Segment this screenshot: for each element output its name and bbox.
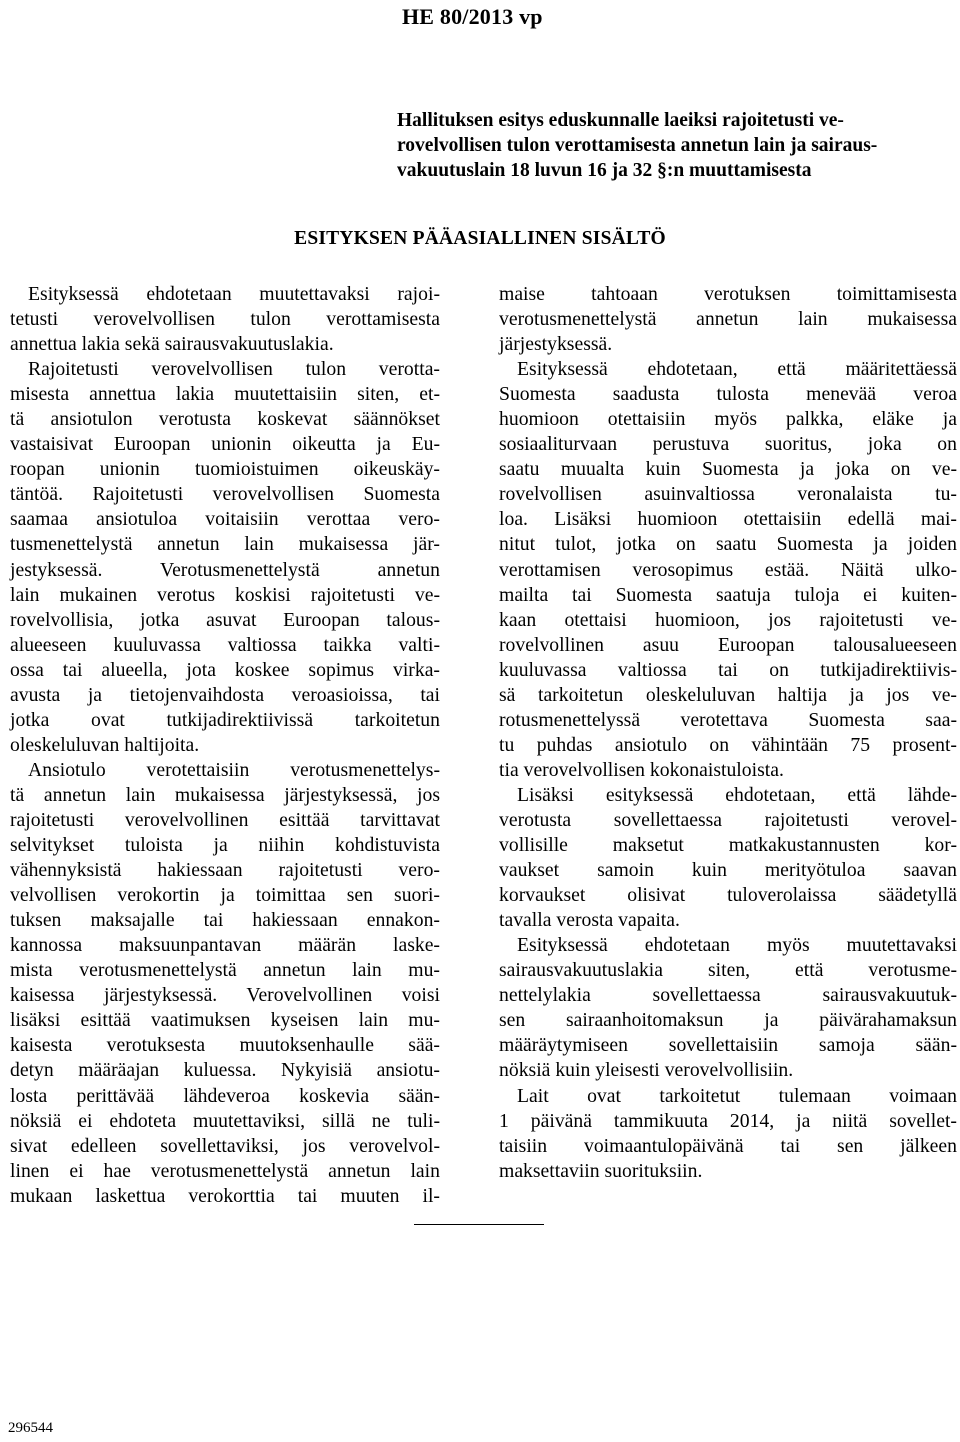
text-line: rotusmenettelyssä verotettava Suomesta saa- [499, 708, 957, 731]
text-line: maksettaviin suorituksiin. [499, 1159, 703, 1182]
text-line: tä annetun lain mukaisessa järjestyksessä, jos [10, 783, 440, 806]
text-line: losta perittävää lähdeveroa koskevia sään- [10, 1084, 440, 1107]
text-line: verottamisen verosopimus estää. Näitä ulko- [499, 558, 957, 581]
text-line: nitut tulot, jotka on saatu Suomesta ja joiden [499, 533, 957, 556]
text-line: ossa tai alueella, jota koskee sopimus virka- [10, 658, 440, 681]
text-line: jestyksessä. Verotusmenettelystä annetun [10, 558, 440, 581]
title-line: Hallituksen esitys eduskunnalle laeiksi rajoitetusti ve- [397, 110, 844, 131]
text-line: saamaa ansiotuloa voitaisiin verottaa vero- [10, 508, 440, 531]
text-line: tä ansiotulon verotusta koskevat säännökset [10, 408, 440, 431]
text-line: verotusta sovellettaessa rajoitetusti verovel- [499, 808, 957, 831]
text-line: lisäksi esittää vaatimuksen kyseisen lain mu- [10, 1009, 440, 1032]
left-text-column [10, 282, 440, 1209]
text-line: vaukset samoin kuin merityötuloa saavan [499, 859, 957, 882]
text-line: kannossa maksuunpantavan määrän laske- [10, 934, 440, 957]
text-line: tetusti verovelvollisen tulon verottamisesta [10, 308, 440, 331]
text-line: rovelvollisen asuinvaltiossa veronalaista tu- [499, 483, 957, 506]
text-line: sen sairaanhoitomaksun ja päivärahamaksun [499, 1009, 957, 1032]
text-line: verotusmenettelystä annetun lain mukaisessa [499, 308, 957, 331]
title-line: rovelvollisen tulon verottamisesta annetun lain ja sairaus- [397, 135, 878, 156]
text-line: kuuluvassa valtiossa tai on tutkijadirektiivis- [499, 658, 957, 681]
text-line: sä tarkoitetun oleskeluluvan haltija ja jos ve- [499, 683, 957, 706]
text-line: detyn määräajan kuluessa. Nykyisiä ansiotu- [10, 1059, 440, 1082]
text-line: oleskeluluvan haltijoita. [10, 733, 200, 756]
text-line: rajoitetusti verovelvollinen esittää tarvittavat [10, 808, 440, 831]
text-line: täntöä. Rajoitetusti verovelvollisen Suomesta [10, 483, 440, 506]
text-line: 1 päivänä tammikuuta 2014, ja niitä sovellet- [499, 1109, 957, 1132]
text-line: Esityksessä ehdotetaan myös muutettavaksi [517, 934, 957, 957]
text-line: rovelvollisia, jotka asuvat Euroopan talous- [10, 608, 440, 631]
text-line: jotka ovat tutkijadirektiivissä tarkoitetun [10, 708, 440, 731]
text-line: määräytymiseen sovellettaisiin samoja sään- [499, 1034, 957, 1057]
text-line: Suomesta saadusta tulosta menevää veroa [499, 383, 957, 406]
text-line: Lisäksi esityksessä ehdotetaan, että lähde- [517, 783, 957, 806]
text-line: vollisille maksetut matkakustannusten kor- [499, 834, 957, 857]
right-text-column [499, 282, 957, 1184]
text-line: nettelylakia sovellettaessa sairausvakuutuk- [499, 984, 957, 1007]
text-line: tuksen maksajalle tai hakiessaan ennakon- [10, 909, 440, 932]
text-line: kaan otettaisi huomioon, jos rajoitetusti ve- [499, 608, 957, 631]
page-number: 296544 [8, 1420, 53, 1436]
text-line: mista verotusmenettelystä annetun lain mu- [10, 959, 440, 982]
text-line: vastaisivat Euroopan unionin oikeutta ja Eu- [10, 433, 440, 456]
text-line: rovelvollinen asuu Euroopan talousalueeseen [499, 633, 957, 656]
text-line: alueeseen kuuluvassa valtiossa taikka valti- [10, 633, 440, 656]
text-line: tu puhdas ansiotulo on vähintään 75 prosent- [499, 733, 957, 756]
text-line: Lait ovat tarkoitetut tulemaan voimaan [517, 1084, 957, 1107]
text-line: saatu muualta kuin Suomesta ja joka on ve- [499, 458, 957, 481]
text-line: kaisessa järjestyksessä. Verovelvollinen voisi [10, 984, 440, 1007]
text-line: lain mukainen verotus koskisi rajoitetusti ve- [10, 583, 440, 606]
section-heading: ESITYKSEN PÄÄASIALLINEN SISÄLTÖ [294, 228, 666, 249]
text-line: misesta annettua lakia muutettaisiin siten, et- [10, 383, 440, 406]
document-id: HE 80/2013 vp [402, 4, 543, 29]
title-line: vakuutuslain 18 luvun 16 ja 32 §:n muuttamisesta [397, 160, 812, 181]
text-line: tia verovelvollisen kokonaistuloista. [499, 758, 784, 781]
text-line: mailta tai Suomesta saatuja tuloja ei kuiten- [499, 583, 957, 606]
text-line: Ansiotulo verotettaisiin verotusmenettelys- [28, 758, 440, 781]
text-line: nöksiä ei ehdoteta muutettaviksi, sillä ne tuli- [10, 1109, 440, 1132]
text-line: sairausvakuutuslakia siten, että verotusme- [499, 959, 957, 982]
text-line: sivat edelleen sovellettaviksi, jos verovelvol- [10, 1134, 440, 1157]
text-line: tusmenettelystä annetun lain mukaisessa jär- [10, 533, 440, 556]
text-line: linen ei hae verotusmenettelystä annetun lain [10, 1159, 440, 1182]
text-line: maise tahtoaan verotuksen toimittamisesta [499, 283, 957, 305]
end-rule [414, 1224, 544, 1225]
text-line: Rajoitetusti verovelvollisen tulon verotta- [28, 358, 440, 381]
text-line: huomioon otettaisiin myös palkka, eläke ja [499, 408, 957, 431]
text-line: nöksiä kuin yleisesti verovelvollisiin. [499, 1059, 794, 1082]
text-line: velvollisen verokortin ja toimittaa sen suori- [10, 884, 440, 907]
text-line: kaisesta verotuksesta muutoksenhaulle sää- [10, 1034, 440, 1057]
text-line: loa. Lisäksi huomioon otettaisiin edellä mai- [499, 508, 957, 531]
text-line: selvitykset tuloista ja niihin kohdistuvista [10, 834, 440, 857]
text-line: roopan unionin tuomioistuimen oikeuskäy- [10, 458, 440, 481]
text-line: korvaukset olisivat tuloverolaissa säädetyllä [499, 884, 957, 907]
text-line: avusta ja tietojenvaihdosta veroasioissa, tai [10, 683, 440, 706]
document-title [397, 108, 953, 183]
text-line: mukaan laskettua verokorttia tai muuten il- [10, 1184, 440, 1207]
text-line: Esityksessä ehdotetaan, että määritettäessä [517, 358, 957, 381]
text-line: järjestyksessä. [499, 333, 613, 356]
text-line: tavalla verosta vapaita. [499, 909, 680, 932]
text-line: Esityksessä ehdotetaan muutettavaksi rajoi- [28, 283, 440, 305]
text-line: vähennyksistä hakiessaan rajoitetusti vero- [10, 859, 440, 882]
text-line: sosiaaliturvaan perustuva suoritus, joka on [499, 433, 957, 456]
text-line: annettua lakia sekä sairausvakuutuslakia. [10, 333, 334, 356]
text-line: taisiin voimaantulopäivänä tai sen jälkeen [499, 1134, 957, 1157]
